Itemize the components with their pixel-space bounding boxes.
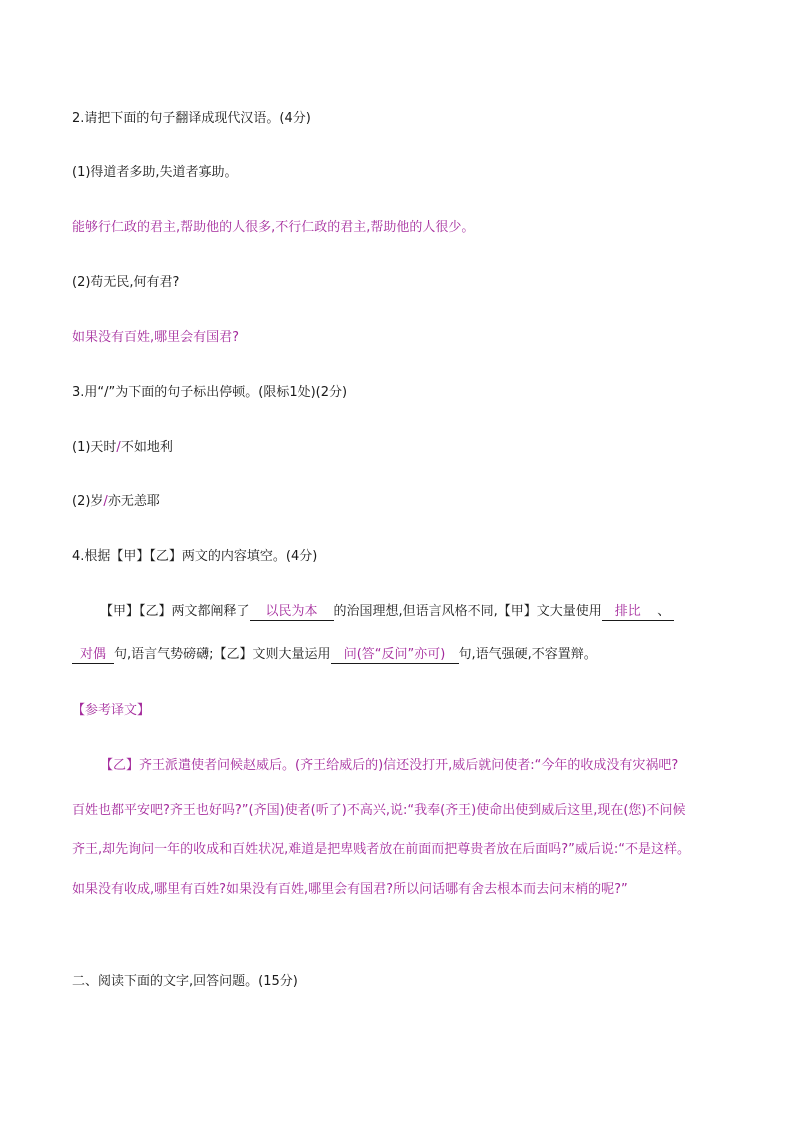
q4-blank-2: 排比 (602, 604, 654, 621)
q4-blank-3: 、 (654, 604, 674, 621)
q4-text-1: 【甲】【乙】两文都阐释了 (100, 604, 250, 619)
q4-text-3: 句,语言气势磅礴;【乙】文则大量运用 (114, 647, 331, 662)
q3-sentence-1 (72, 439, 173, 457)
q3-s2-slash: / (103, 494, 108, 509)
translation-line-3: 齐王,却先询问一年的收成和百姓状况,难道是把卑贱者放在前面而把尊贵者放在后面吗?”威后说:“不是这样。 (72, 842, 691, 857)
translation-line-2: 百姓也都平安吧?齐王也好吗?”(齐国)使者(听了)不高兴,说:“我奉(齐王)使命出使到威后这里,现在(您)不问候 (72, 803, 686, 818)
q3-s1-slash: / (116, 440, 121, 455)
q4-blank-1: 以民为本 (250, 604, 334, 621)
q3-title: 3.用“/”为下面的句子标出停顿。(限标1处)(2分) (72, 385, 348, 400)
q2-sentence-1: (1)得道者多助,失道者寡助。 (72, 165, 238, 180)
translation-heading: 【参考译文】 (72, 703, 151, 718)
translation-line-1: 【乙】齐王派遣使者问候赵威后。(齐王给威后的)信还没打开,威后就问使者:“今年的收成没有灾祸吧? (100, 758, 679, 773)
q4-title: 4.根据【甲】【乙】两文的内容填空。(4分) (72, 549, 318, 564)
translation-line-4: 如果没有收成,哪里有百姓?如果没有百姓,哪里会有国君?所以问话哪有舍去根本而去问末梢的呢?” (72, 882, 628, 897)
q2-sentence-2: (2)苟无民,何有君? (72, 275, 180, 290)
q3-s2-pre: (2)岁 (72, 494, 104, 509)
q3-s2-post: 亦无恙耶 (107, 494, 160, 509)
q4-line-1 (100, 603, 674, 621)
q4-blank-4: 对偶 (72, 647, 114, 664)
q4-text-4: 句,语气强硬,不容置辩。 (458, 647, 597, 662)
q4-text-2: 的治国理想,但语言风格不同,【甲】文大量使用 (333, 604, 602, 619)
q4-blank-5: 问(答“反问”亦可) (331, 647, 459, 664)
q4-line-2 (72, 646, 597, 664)
q2-title: 2.请把下面的句子翻译成现代汉语。(4分) (72, 111, 311, 126)
q2-answer-2: 如果没有百姓,哪里会有国君? (72, 330, 240, 345)
q3-s1-pre: (1)天时 (72, 440, 117, 455)
q2-answer-1: 能够行仁政的君主,帮助他的人很多,不行仁政的君主,帮助他的人很少。 (72, 220, 475, 235)
q3-s1-post: 不如地利 (120, 440, 173, 455)
section-2-title: 二、阅读下面的文字,回答问题。(15分) (72, 974, 298, 989)
q3-sentence-2 (72, 493, 160, 511)
